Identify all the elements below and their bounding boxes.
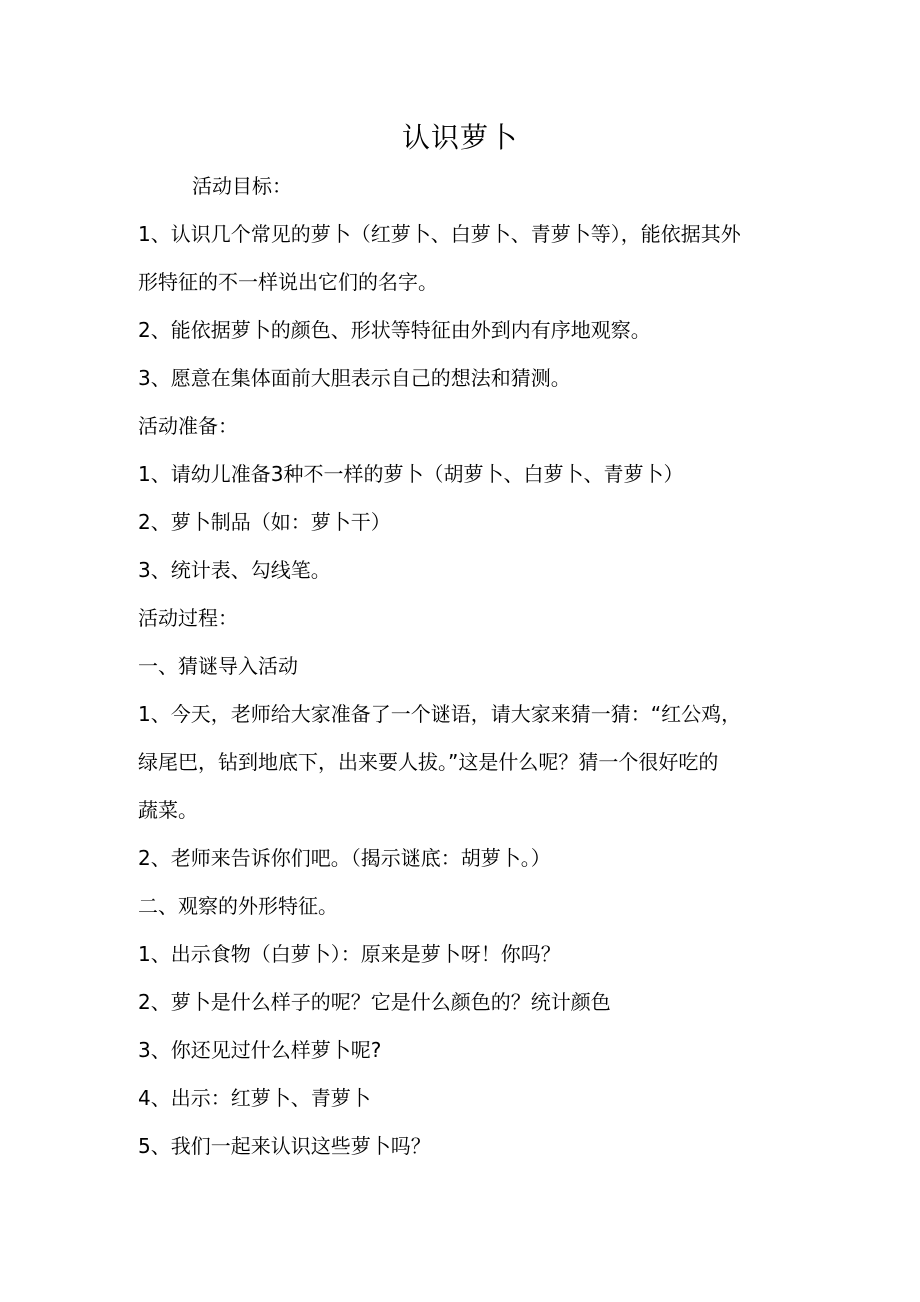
section-heading-process: 活动过程： bbox=[138, 606, 238, 630]
paragraph-line: 3、愿意在集体面前大胆表示自己的想法和猜测。 bbox=[138, 366, 571, 390]
subsection-heading: 一、猜谜导入活动 bbox=[138, 654, 298, 678]
paragraph-line: 2、萝卜是什么样子的呢？它是什么颜色的？统计颜色 bbox=[138, 990, 611, 1014]
section-heading-preparation: 活动准备： bbox=[138, 414, 238, 438]
paragraph-line: 1、请幼儿准备3种不一样的萝卜（胡萝卜、白萝卜、青萝卜） bbox=[138, 462, 684, 486]
paragraph-line: 1、今天，老师给大家准备了一个谜语，请大家来猜一猜：“红公鸡， bbox=[138, 702, 742, 726]
paragraph-line: 5、我们一起来认识这些萝卜吗？ bbox=[138, 1134, 431, 1158]
paragraph-line: 1、认识几个常见的萝卜（红萝卜、白萝卜、青萝卜等），能依据其外 bbox=[138, 222, 741, 246]
paragraph-line: 2、能依据萝卜的颜色、形状等特征由外到内有序地观察。 bbox=[138, 318, 651, 342]
document-title: 认识萝卜 bbox=[401, 121, 518, 154]
paragraph-line: 形特征的不一样说出它们的名字。 bbox=[138, 270, 438, 294]
paragraph-line: 4、出示：红萝卜、青萝卜 bbox=[138, 1086, 371, 1110]
paragraph-line: 蔬菜。 bbox=[138, 798, 198, 822]
paragraph-line: 3、你还见过什么样萝卜呢? bbox=[138, 1038, 382, 1062]
section-heading-goals: 活动目标： bbox=[192, 174, 292, 198]
paragraph-line: 3、统计表、勾线笔。 bbox=[138, 558, 331, 582]
paragraph-line: 2、老师来告诉你们吧。（揭示谜底：胡萝卜。） bbox=[138, 846, 551, 870]
paragraph-line: 2、萝卜制品（如：萝卜干） bbox=[138, 510, 391, 534]
subsection-heading: 二、观察的外形特征。 bbox=[138, 894, 338, 918]
paragraph-line: 绿尾巴，钻到地底下，出来要人拔。”这是什么呢？猜一个很好吃的 bbox=[138, 750, 719, 774]
paragraph-line: 1、出示食物（白萝卜）：原来是萝卜呀！你吗？ bbox=[138, 942, 561, 966]
